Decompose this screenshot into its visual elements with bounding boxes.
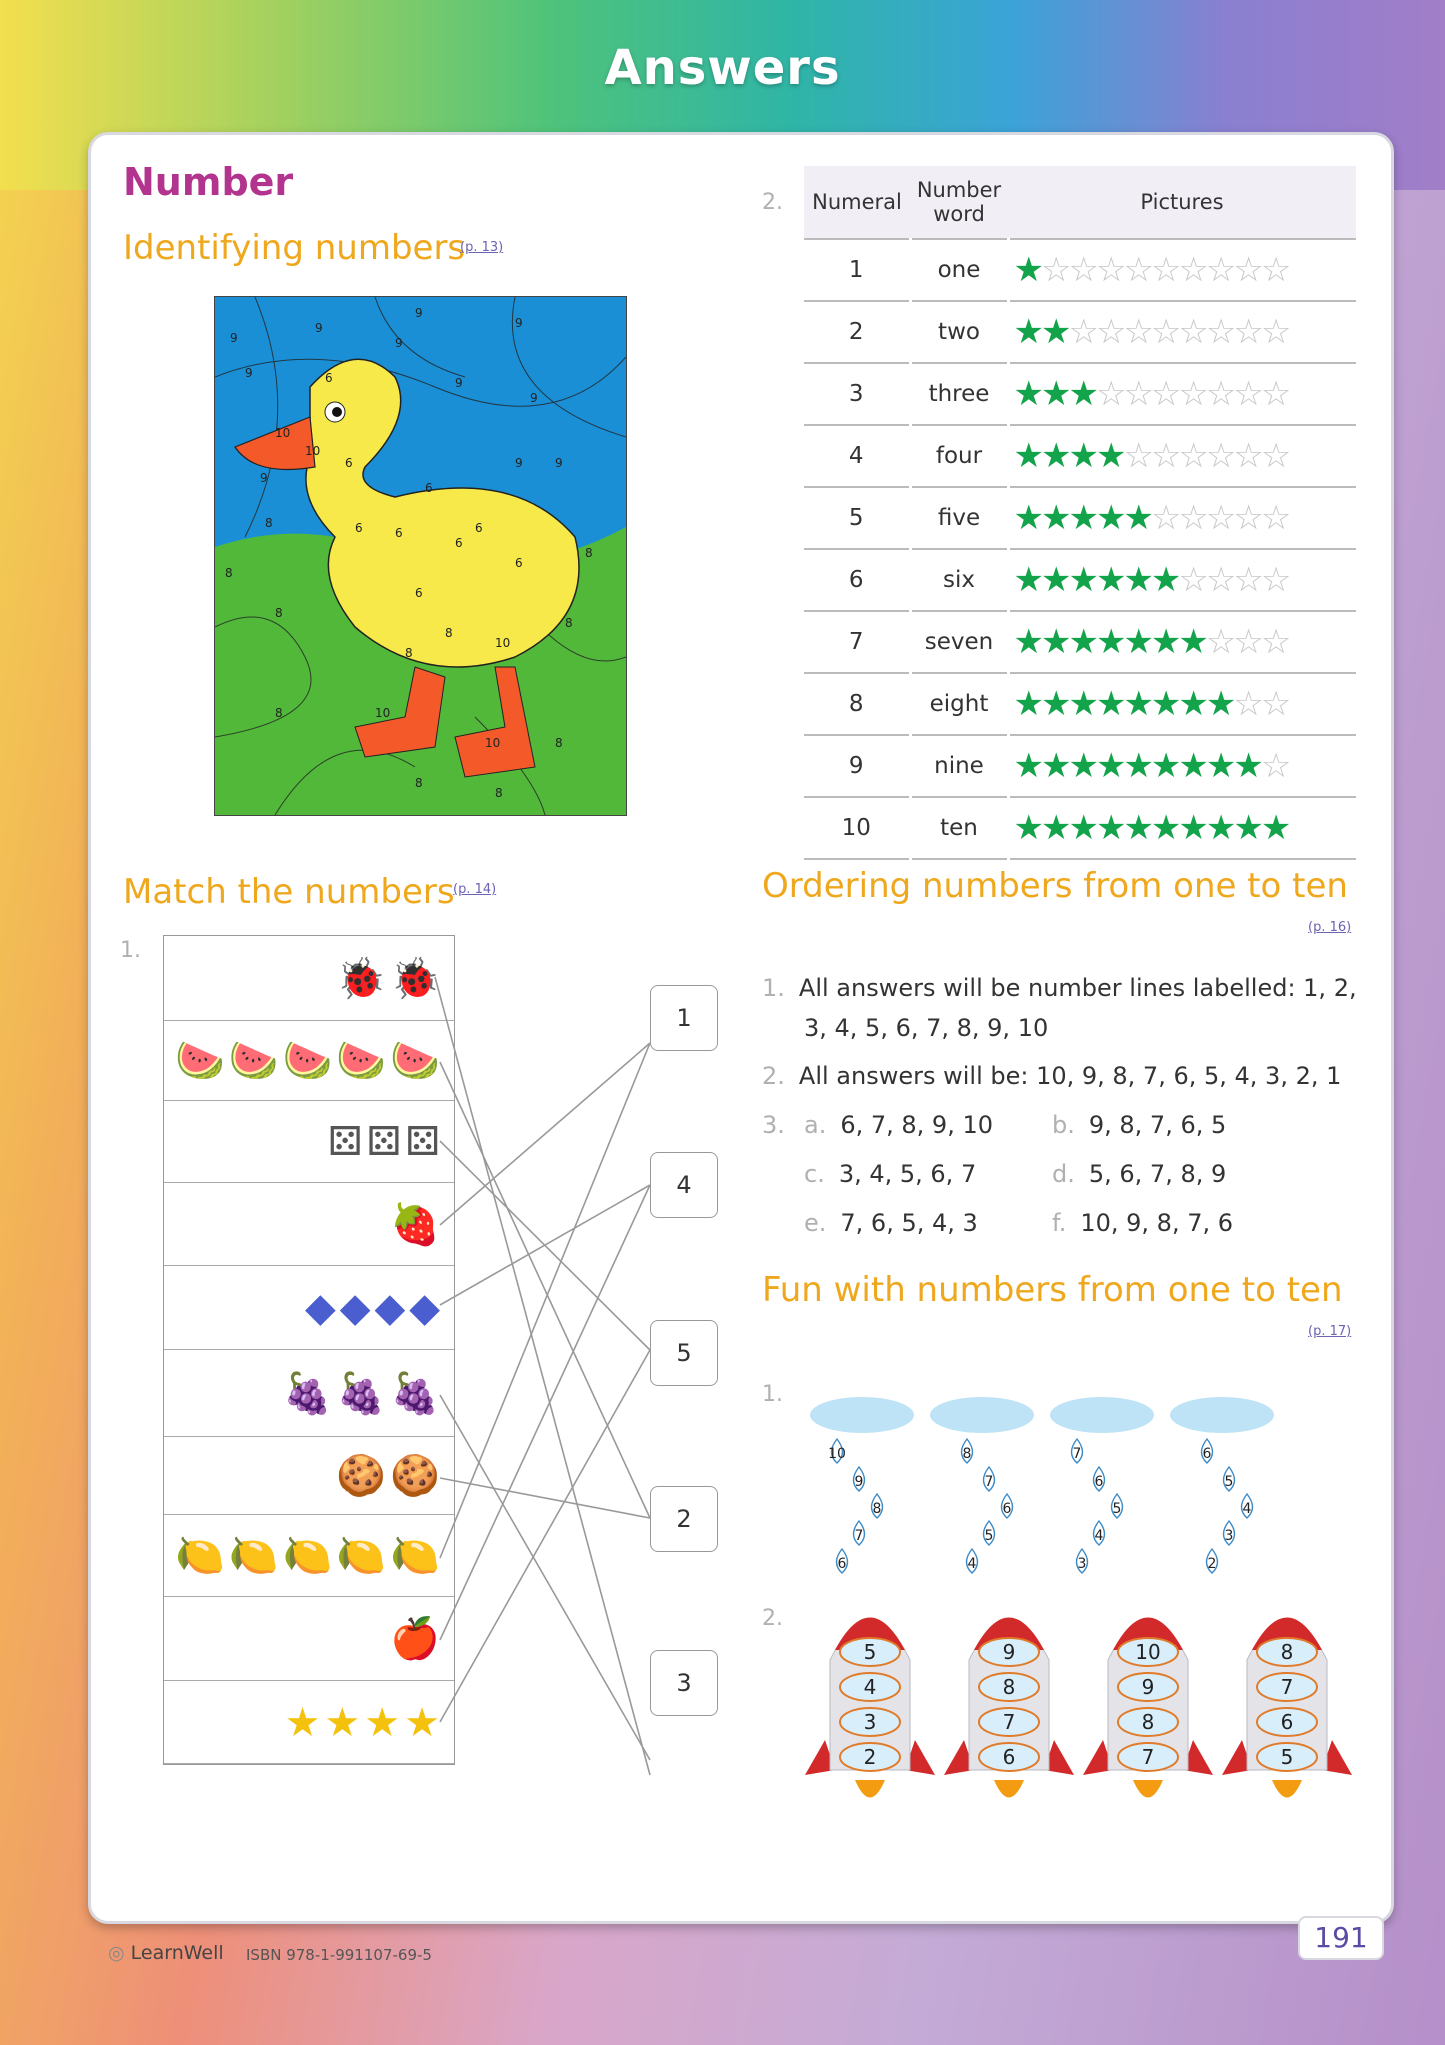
svg-text:6: 6 — [345, 456, 353, 470]
svg-text:6: 6 — [355, 521, 363, 535]
filled-star-icon: ★ — [1095, 684, 1124, 724]
raindrop-number: 3 — [1077, 1556, 1087, 1572]
filled-star-icon: ★ — [1150, 622, 1179, 662]
rocket — [1083, 1618, 1213, 1798]
filled-star-icon: ★ — [1040, 560, 1069, 600]
ordering-q3-answer — [804, 1203, 978, 1243]
rocket-number: 5 — [863, 1640, 877, 1664]
empty-star-icon: ☆ — [1150, 312, 1179, 352]
answer-value: 10, 9, 8, 7, 6 — [1080, 1209, 1233, 1237]
cookie-icon: 🍪 — [390, 1453, 440, 1499]
filled-star-icon: ★ — [1123, 560, 1151, 600]
raindrop-number: 5 — [1224, 1474, 1234, 1490]
rocket-number: 6 — [1002, 1745, 1016, 1769]
svg-text:6: 6 — [515, 556, 523, 570]
kite-icon: ◆ — [374, 1285, 406, 1331]
star-icon: ★ — [284, 1699, 321, 1746]
rocket-number: 4 — [863, 1675, 877, 1699]
filled-star-icon: ★ — [1040, 312, 1069, 352]
filled-star-icon: ★ — [1095, 436, 1124, 476]
number-word-cell: two — [910, 301, 1008, 363]
raindrop-number: 7 — [984, 1474, 994, 1490]
match-title: Match the numbers — [123, 872, 455, 912]
raindrop-number: 4 — [967, 1556, 977, 1572]
svg-text:8: 8 — [445, 626, 453, 640]
raindrop-number: 8 — [872, 1501, 882, 1517]
empty-star-icon: ☆ — [1150, 436, 1179, 476]
svg-text:8: 8 — [225, 566, 233, 580]
filled-star-icon: ★ — [1178, 746, 1206, 786]
filled-star-icon: ★ — [1095, 746, 1124, 786]
svg-text:10: 10 — [495, 636, 511, 650]
empty-star-icon: ☆ — [1233, 622, 1261, 662]
table-question-number: 2. — [762, 190, 783, 215]
filled-star-icon: ★ — [1150, 684, 1179, 724]
raindrop-number: 6 — [1094, 1474, 1104, 1490]
rocket-number: 7 — [1280, 1675, 1294, 1699]
filled-star-icon: ★ — [1150, 560, 1179, 600]
answer-value: 5, 6, 7, 8, 9 — [1088, 1160, 1227, 1188]
empty-star-icon: ☆ — [1095, 250, 1124, 290]
ordering-q1-number: 1. — [762, 974, 785, 1002]
filled-star-icon: ★ — [1040, 746, 1069, 786]
grapes-icon: 🍇 — [282, 1370, 333, 1417]
cookie-icon: 🍪 — [336, 1453, 387, 1499]
rocket-number: 6 — [1280, 1710, 1294, 1734]
numeral-cell: 5 — [804, 487, 910, 549]
empty-star-icon: ☆ — [1260, 436, 1289, 476]
raindrop-number: 3 — [1224, 1528, 1234, 1544]
empty-star-icon: ☆ — [1123, 312, 1151, 352]
filled-star-icon: ★ — [1233, 746, 1261, 786]
number-word-cell: six — [910, 549, 1008, 611]
filled-star-icon: ★ — [1233, 808, 1261, 848]
filled-star-icon: ★ — [1205, 746, 1234, 786]
rocket-flame-icon — [994, 1780, 1024, 1798]
apple-icon: 🍎 — [390, 1616, 440, 1662]
empty-star-icon: ☆ — [1233, 374, 1261, 414]
svg-text:10: 10 — [375, 706, 391, 720]
number-word-cell: nine — [910, 735, 1008, 797]
empty-star-icon: ☆ — [1178, 374, 1206, 414]
number-box[interactable]: 2 — [650, 1486, 718, 1552]
answer-value: 7, 6, 5, 4, 3 — [840, 1209, 978, 1237]
filled-star-icon: ★ — [1013, 746, 1041, 786]
empty-star-icon: ☆ — [1205, 560, 1234, 600]
svg-text:10: 10 — [275, 426, 291, 440]
empty-star-icon: ☆ — [1150, 498, 1179, 538]
filled-star-icon: ★ — [1040, 498, 1069, 538]
empty-star-icon: ☆ — [1150, 250, 1179, 290]
numeral-cell: 7 — [804, 611, 910, 673]
dice-icon: ⚄ — [327, 1119, 363, 1165]
col-number-word: Number word — [910, 166, 1008, 239]
answer-value: 3, 4, 5, 6, 7 — [838, 1160, 977, 1188]
ordering-q3-answer — [804, 1105, 993, 1145]
empty-star-icon: ☆ — [1260, 746, 1289, 786]
numeral-cell: 6 — [804, 549, 910, 611]
ordering-q1-line1: All answers will be number lines labelled: 1, 2, — [798, 974, 1357, 1002]
svg-text:6: 6 — [475, 521, 483, 535]
filled-star-icon: ★ — [1260, 808, 1289, 848]
empty-star-icon: ☆ — [1123, 436, 1151, 476]
rain-cloud — [810, 1397, 914, 1573]
rocket-number: 10 — [1135, 1640, 1161, 1664]
filled-star-icon: ★ — [1095, 498, 1124, 538]
filled-star-icon: ★ — [1178, 622, 1206, 662]
filled-star-icon: ★ — [1205, 808, 1234, 848]
dice-icon: ⚄ — [366, 1119, 402, 1165]
raindrop-number: 8 — [962, 1446, 972, 1462]
raindrop-number: 7 — [854, 1528, 864, 1544]
svg-text:9: 9 — [230, 331, 238, 345]
rain-cloud — [1170, 1397, 1274, 1573]
watermelon-icon: 🍉 — [228, 1038, 279, 1084]
raindrop-number: 6 — [1202, 1446, 1212, 1462]
svg-text:9: 9 — [455, 376, 463, 390]
empty-star-icon: ☆ — [1178, 498, 1206, 538]
kite-icon: ◆ — [339, 1285, 371, 1331]
filled-star-icon: ★ — [1040, 808, 1069, 848]
empty-star-icon: ☆ — [1123, 374, 1151, 414]
ladybug-icon: 🐞 — [336, 955, 387, 1002]
ordering-q3-answer — [1052, 1203, 1233, 1243]
number-box[interactable]: 3 — [650, 1650, 718, 1716]
star-icon: ★ — [404, 1699, 440, 1746]
isbn: ISBN 978-1-991107-69-5 — [246, 1946, 432, 1964]
brand-logo — [108, 1942, 224, 1964]
empty-star-icon: ☆ — [1040, 250, 1069, 290]
empty-star-icon: ☆ — [1178, 250, 1206, 290]
svg-text:8: 8 — [275, 606, 283, 620]
empty-star-icon: ☆ — [1205, 312, 1234, 352]
match-question-number: 1. — [120, 938, 141, 963]
rocket-number: 8 — [1141, 1710, 1155, 1734]
numeral-cell: 4 — [804, 425, 910, 487]
svg-text:8: 8 — [565, 616, 573, 630]
ordering-q2-number: 2. — [762, 1062, 785, 1090]
filled-star-icon: ★ — [1013, 684, 1041, 724]
filled-star-icon: ★ — [1013, 808, 1041, 848]
numeral-cell: 8 — [804, 673, 910, 735]
svg-text:8: 8 — [555, 736, 563, 750]
filled-star-icon: ★ — [1095, 622, 1124, 662]
numeral-cell: 1 — [804, 239, 910, 301]
col-pictures: Pictures — [1008, 166, 1356, 239]
svg-text:10: 10 — [485, 736, 501, 750]
rain-cloud — [1050, 1397, 1154, 1573]
number-word-cell: five — [910, 487, 1008, 549]
rocket-number: 7 — [1002, 1710, 1016, 1734]
numeral-cell: 10 — [804, 797, 910, 859]
empty-star-icon: ☆ — [1178, 436, 1206, 476]
filled-star-icon: ★ — [1013, 622, 1041, 662]
cloud-icon — [930, 1397, 1034, 1433]
svg-text:6: 6 — [395, 526, 403, 540]
filled-star-icon: ★ — [1123, 684, 1151, 724]
lemon-icon: 🍋 — [282, 1533, 333, 1579]
filled-star-icon: ★ — [1040, 374, 1069, 414]
filled-star-icon: ★ — [1178, 684, 1206, 724]
empty-star-icon: ☆ — [1260, 684, 1289, 724]
rain-cloud — [930, 1397, 1034, 1573]
filled-star-icon: ★ — [1040, 684, 1069, 724]
watermelon-icon: 🍉 — [390, 1038, 440, 1084]
empty-star-icon: ☆ — [1260, 312, 1289, 352]
numeral-cell: 3 — [804, 363, 910, 425]
rocket-flame-icon — [855, 1780, 885, 1798]
empty-star-icon: ☆ — [1205, 436, 1234, 476]
kite-icon: ◆ — [409, 1285, 440, 1331]
filled-star-icon: ★ — [1150, 808, 1179, 848]
svg-text:6: 6 — [455, 536, 463, 550]
fun-q2-number: 2. — [762, 1606, 783, 1631]
filled-star-icon: ★ — [1040, 622, 1069, 662]
page-title: Answers — [604, 40, 841, 96]
svg-text:9: 9 — [395, 336, 403, 350]
filled-star-icon: ★ — [1123, 622, 1151, 662]
svg-text:9: 9 — [515, 316, 523, 330]
rocket — [805, 1618, 935, 1798]
rocket — [1222, 1618, 1352, 1798]
grapes-icon: 🍇 — [390, 1370, 440, 1417]
filled-star-icon: ★ — [1013, 250, 1041, 290]
svg-text:9: 9 — [530, 391, 538, 405]
filled-star-icon: ★ — [1013, 498, 1041, 538]
lemon-icon: 🍋 — [174, 1533, 225, 1579]
empty-star-icon: ☆ — [1205, 250, 1234, 290]
numeral-cell: 2 — [804, 301, 910, 363]
raindrop-number: 6 — [1002, 1501, 1012, 1517]
fun-page-ref[interactable]: (p. 17) — [1308, 1324, 1352, 1339]
raindrop-number: 9 — [854, 1474, 864, 1490]
identifying-title: Identifying numbers — [123, 228, 466, 268]
filled-star-icon: ★ — [1123, 746, 1151, 786]
rocket-number: 9 — [1002, 1640, 1016, 1664]
empty-star-icon: ☆ — [1205, 374, 1234, 414]
empty-star-icon: ☆ — [1178, 560, 1206, 600]
empty-star-icon: ☆ — [1068, 250, 1096, 290]
numeral-cell: 9 — [804, 735, 910, 797]
empty-star-icon: ☆ — [1123, 250, 1151, 290]
filled-star-icon: ★ — [1013, 312, 1041, 352]
filled-star-icon: ★ — [1123, 808, 1151, 848]
ordering-title: Ordering numbers from one to ten — [762, 866, 1348, 906]
raindrop-number: 4 — [1094, 1528, 1104, 1544]
number-box[interactable]: 5 — [650, 1320, 718, 1386]
rocket-number: 7 — [1141, 1745, 1155, 1769]
empty-star-icon: ☆ — [1260, 250, 1289, 290]
svg-text:8: 8 — [265, 516, 273, 530]
svg-text:9: 9 — [515, 456, 523, 470]
match-page-ref[interactable]: (p. 14) — [453, 882, 497, 897]
svg-text:8: 8 — [415, 776, 423, 790]
fun-title: Fun with numbers from one to ten — [762, 1270, 1343, 1310]
rocket-number: 8 — [1002, 1675, 1016, 1699]
rocket-flame-icon — [1272, 1780, 1302, 1798]
answer-letter: c. — [804, 1160, 825, 1188]
svg-text:6: 6 — [415, 586, 423, 600]
empty-star-icon: ☆ — [1260, 498, 1289, 538]
watermelon-icon: 🍉 — [336, 1038, 387, 1084]
empty-star-icon: ☆ — [1178, 312, 1206, 352]
filled-star-icon: ★ — [1068, 374, 1096, 414]
answer-letter: b. — [1052, 1111, 1075, 1139]
ordering-q3-answer — [804, 1154, 976, 1194]
raindrop-number: 5 — [1112, 1501, 1122, 1517]
filled-star-icon: ★ — [1095, 808, 1124, 848]
raindrop-number: 7 — [1072, 1446, 1082, 1462]
empty-star-icon: ☆ — [1068, 312, 1096, 352]
filled-star-icon: ★ — [1123, 498, 1151, 538]
cloud-icon — [810, 1397, 914, 1433]
number-word-cell: ten — [910, 797, 1008, 859]
answer-letter: a. — [804, 1111, 827, 1139]
filled-star-icon: ★ — [1013, 560, 1041, 600]
cloud-icon — [1170, 1397, 1274, 1433]
raindrop-number: 2 — [1207, 1556, 1217, 1572]
star-icon: ★ — [324, 1699, 361, 1746]
watermelon-icon: 🍉 — [282, 1038, 333, 1084]
dice-icon: ⚄ — [405, 1119, 440, 1165]
filled-star-icon: ★ — [1150, 746, 1179, 786]
rocket-number: 2 — [863, 1745, 877, 1769]
filled-star-icon: ★ — [1068, 436, 1096, 476]
answer-value: 9, 8, 7, 6, 5 — [1088, 1111, 1227, 1139]
ordering-q1-line2: 3, 4, 5, 6, 7, 8, 9, 10 — [804, 1014, 1049, 1042]
svg-text:9: 9 — [315, 321, 323, 335]
filled-star-icon: ★ — [1095, 560, 1124, 600]
filled-star-icon: ★ — [1040, 436, 1069, 476]
answer-letter: e. — [804, 1209, 827, 1237]
svg-text:9: 9 — [260, 471, 268, 485]
rocket-number: 9 — [1141, 1675, 1155, 1699]
lemon-icon: 🍋 — [228, 1533, 279, 1579]
empty-star-icon: ☆ — [1260, 622, 1289, 662]
empty-star-icon: ☆ — [1150, 374, 1179, 414]
empty-star-icon: ☆ — [1233, 498, 1261, 538]
ordering-page-ref[interactable]: (p. 16) — [1308, 920, 1352, 935]
svg-text:9: 9 — [555, 456, 563, 470]
answer-value: 6, 7, 8, 9, 10 — [840, 1111, 993, 1139]
star-icon: ★ — [364, 1699, 401, 1746]
raindrop-number: 5 — [984, 1528, 994, 1544]
empty-star-icon: ☆ — [1205, 622, 1234, 662]
number-box[interactable]: 1 — [650, 985, 718, 1051]
grapes-icon: 🍇 — [336, 1370, 387, 1417]
rocket — [944, 1618, 1074, 1798]
filled-star-icon: ★ — [1068, 684, 1096, 724]
lemon-icon: 🍋 — [390, 1533, 440, 1579]
empty-star-icon: ☆ — [1095, 374, 1124, 414]
rockets-picture — [800, 1600, 1360, 1820]
svg-text:8: 8 — [495, 786, 503, 800]
fun-q1-number: 1. — [762, 1382, 783, 1407]
empty-star-icon: ☆ — [1233, 436, 1261, 476]
logo-swirl-icon: ◎ — [108, 1942, 125, 1964]
filled-star-icon: ★ — [1068, 498, 1096, 538]
empty-star-icon: ☆ — [1233, 312, 1261, 352]
filled-star-icon: ★ — [1068, 746, 1096, 786]
rocket-number: 5 — [1280, 1745, 1294, 1769]
empty-star-icon: ☆ — [1260, 560, 1289, 600]
svg-text:8: 8 — [405, 646, 413, 660]
ordering-q2-text: All answers will be: 10, 9, 8, 7, 6, 5, 4, 3, 2, 1 — [798, 1062, 1342, 1090]
identifying-page-ref[interactable]: (p. 13) — [460, 240, 504, 255]
filled-star-icon: ★ — [1178, 808, 1206, 848]
svg-text:6: 6 — [425, 481, 433, 495]
page-number: 191 — [1298, 1916, 1384, 1960]
empty-star-icon: ☆ — [1233, 560, 1261, 600]
answer-letter: f. — [1052, 1209, 1067, 1237]
section-title: Number — [123, 160, 294, 204]
number-word-cell: one — [910, 239, 1008, 301]
number-word-cell: four — [910, 425, 1008, 487]
filled-star-icon: ★ — [1068, 808, 1096, 848]
ladybug-icon: 🐞 — [390, 955, 440, 1002]
cloud-raindrops-picture — [800, 1385, 1360, 1585]
strawberry-icon: 🍓 — [390, 1201, 440, 1248]
svg-text:6: 6 — [325, 371, 333, 385]
number-word-cell: eight — [910, 673, 1008, 735]
raindrop-number: 10 — [828, 1446, 846, 1462]
rocket-flame-icon — [1133, 1780, 1163, 1798]
filled-star-icon: ★ — [1205, 684, 1234, 724]
raindrop-number: 6 — [837, 1556, 847, 1572]
kite-icon: ◆ — [304, 1285, 336, 1331]
ordering-q3-answer — [1052, 1154, 1226, 1194]
ordering-q3-number: 3. — [762, 1111, 785, 1139]
number-word-cell: seven — [910, 611, 1008, 673]
cloud-icon — [1050, 1397, 1154, 1433]
empty-star-icon: ☆ — [1095, 312, 1124, 352]
rocket-number: 8 — [1280, 1640, 1294, 1664]
svg-text:8: 8 — [275, 706, 283, 720]
empty-star-icon: ☆ — [1233, 250, 1261, 290]
brand-name: LearnWell — [130, 1942, 224, 1964]
filled-star-icon: ★ — [1068, 560, 1096, 600]
filled-star-icon: ★ — [1068, 622, 1096, 662]
number-word-cell: three — [910, 363, 1008, 425]
watermelon-icon: 🍉 — [174, 1038, 225, 1084]
answer-letter: d. — [1052, 1160, 1075, 1188]
filled-star-icon: ★ — [1013, 436, 1041, 476]
empty-star-icon: ☆ — [1233, 684, 1261, 724]
lemon-icon: 🍋 — [336, 1533, 387, 1579]
svg-text:9: 9 — [245, 366, 253, 380]
empty-star-icon: ☆ — [1260, 374, 1289, 414]
svg-text:10: 10 — [305, 444, 321, 458]
raindrop-number: 4 — [1242, 1501, 1252, 1517]
col-numeral: Numeral — [804, 166, 910, 239]
rocket-number: 3 — [863, 1710, 877, 1734]
ordering-q3-answer — [1052, 1105, 1226, 1145]
svg-text:9: 9 — [415, 306, 423, 320]
svg-text:8: 8 — [585, 546, 593, 560]
empty-star-icon: ☆ — [1205, 498, 1234, 538]
number-box[interactable]: 4 — [650, 1152, 718, 1218]
filled-star-icon: ★ — [1013, 374, 1041, 414]
